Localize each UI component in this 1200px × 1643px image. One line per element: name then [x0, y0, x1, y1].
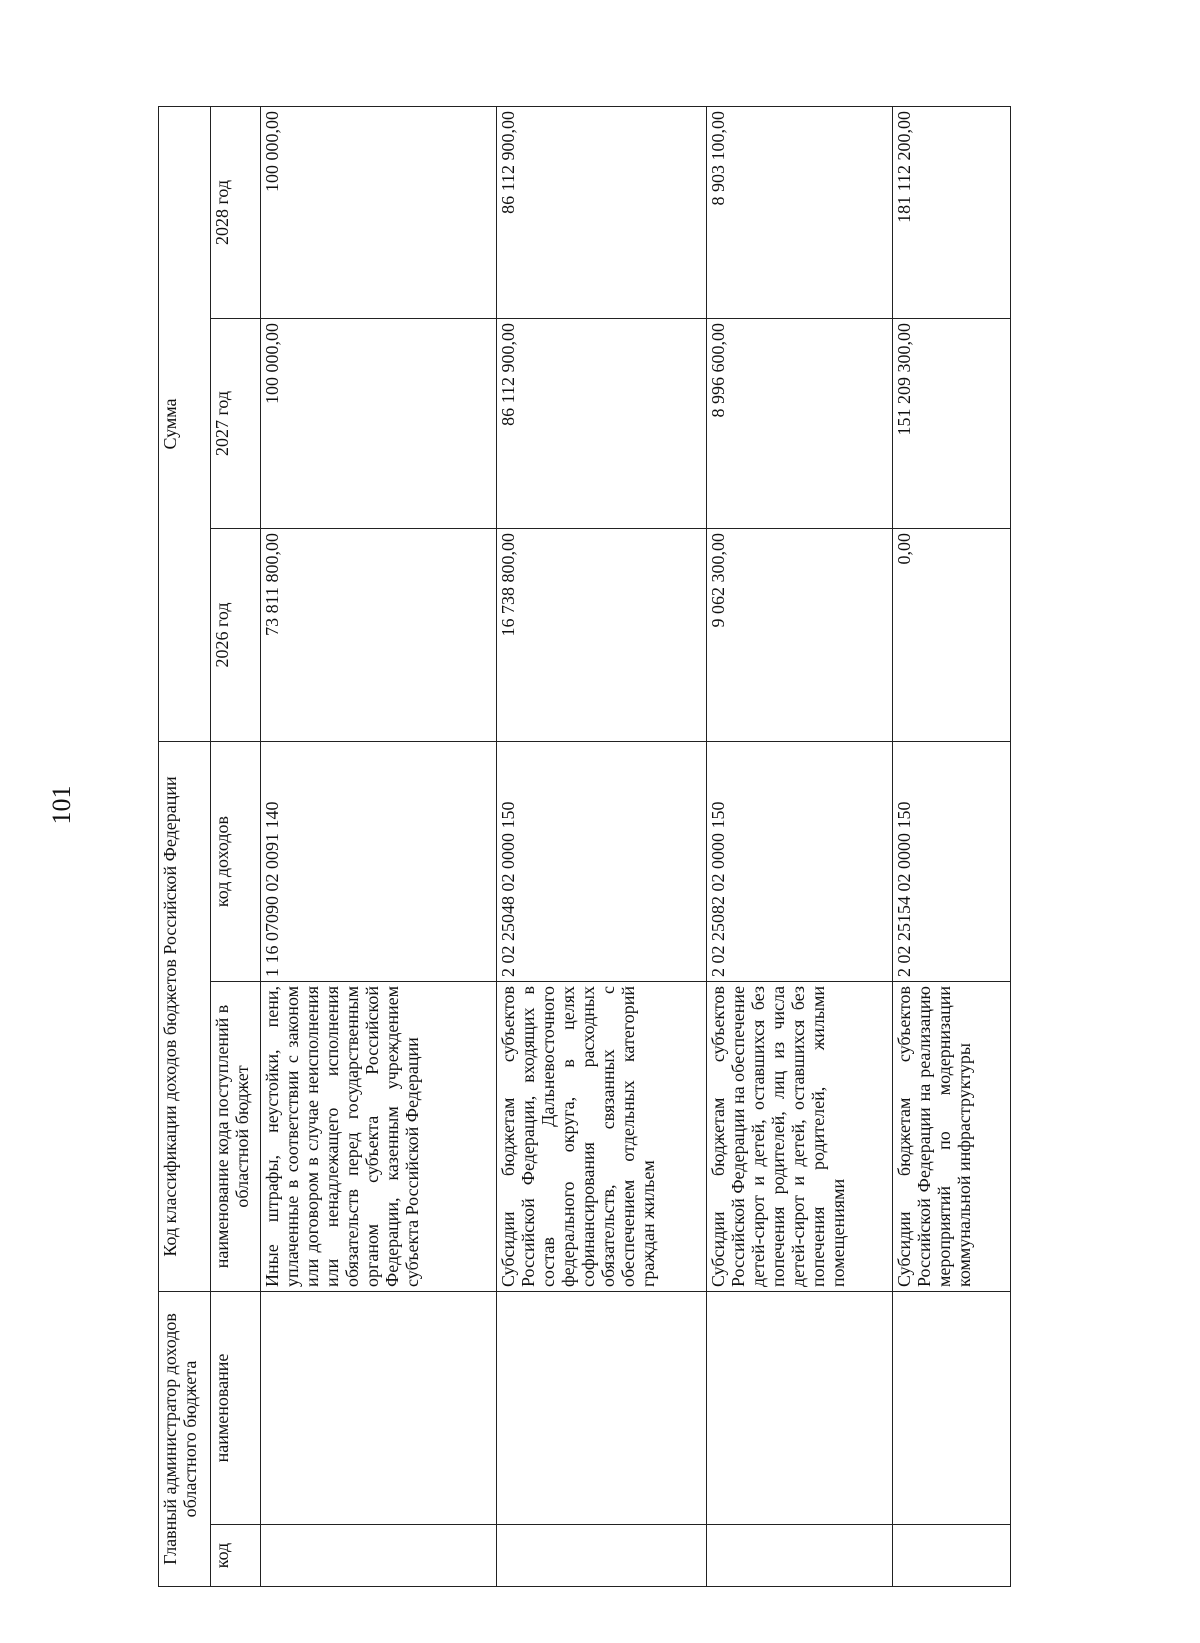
header-year-2028: 2028 год [211, 106, 261, 318]
row-income-name: Субсидии бюджетам субъектов Российской Федерации на обеспечение детей-сирот и детей, оставшихся без попечения родителей, лиц из числа детей-сирот и детей, оставшихся без попечения родителей, жилыми помещениями [707, 982, 893, 1292]
row-admin-code [893, 1525, 1011, 1587]
header-col-income-code: код доходов [211, 742, 261, 982]
row-income-name: Субсидии бюджетам субъектов Российской Федерации на реализацию мероприятий по модернизации коммунальной инфраструктуры [893, 982, 1011, 1292]
row-income-code: 2 02 25154 02 0000 150 [893, 742, 1011, 982]
row-sum-2027: 86 112 900,00 [497, 319, 707, 529]
page-number: 101 [47, 785, 76, 825]
row-sum-2026: 73 811 800,00 [261, 529, 497, 742]
row-admin-code [707, 1525, 893, 1587]
row-sum-2026: 9 062 300,00 [707, 529, 893, 742]
header-year-2026: 2026 год [211, 529, 261, 742]
row-income-code: 1 16 07090 02 0091 140 [261, 742, 497, 982]
table-row [893, 106, 1011, 1586]
header-sum-group: Сумма [159, 106, 211, 741]
row-income-code: 2 02 25048 02 0000 150 [497, 742, 707, 982]
header-row-groups [159, 106, 211, 1586]
row-income-code: 2 02 25082 02 0000 150 [707, 742, 893, 982]
row-admin-name [261, 1292, 497, 1525]
budget-income-table [158, 106, 1011, 1587]
row-sum-2028: 86 112 900,00 [497, 106, 707, 318]
header-classification-group: Код классификации доходов бюджетов Российской Федерации [159, 742, 211, 1292]
row-admin-code [497, 1525, 707, 1587]
row-admin-code [261, 1525, 497, 1587]
table-row [707, 106, 893, 1586]
header-col-name: наименование [211, 1292, 261, 1525]
row-admin-name [497, 1292, 707, 1525]
table-row [261, 106, 497, 1586]
header-row-columns [211, 106, 261, 1586]
row-income-name: Субсидии бюджетам субъектов Российской Федерации, входящих в состав Дальневосточного федерального округа, в целях софинансирования расходных обязательств, связанных с обеспечением отдельных категорий граждан жильем [497, 982, 707, 1292]
row-admin-name [893, 1292, 1011, 1525]
row-sum-2027: 100 000,00 [261, 319, 497, 529]
budget-table-sheet [158, 107, 1078, 1587]
header-year-2027: 2027 год [211, 319, 261, 529]
header-col-income-name: наименование кода поступлений в областной бюджет [211, 982, 261, 1292]
row-admin-name [707, 1292, 893, 1525]
row-sum-2026: 0,00 [893, 529, 1011, 742]
row-sum-2028: 8 903 100,00 [707, 106, 893, 318]
table-row [497, 106, 707, 1586]
header-col-code: код [211, 1525, 261, 1587]
row-sum-2026: 16 738 800,00 [497, 529, 707, 742]
header-admin-group: Главный администратор доходов областного бюджета [159, 1292, 211, 1587]
row-sum-2027: 8 996 600,00 [707, 319, 893, 529]
row-income-name: Иные штрафы, неустойки, пени, уплаченные в соответствии с законом или договором в случае неисполнения или ненадлежащего исполнения обязательств перед государственным органом субъекта Российской Федерации, казенным учреждением субъекта Российской Федерации [261, 982, 497, 1292]
row-sum-2027: 151 209 300,00 [893, 319, 1011, 529]
row-sum-2028: 181 112 200,00 [893, 106, 1011, 318]
row-sum-2028: 100 000,00 [261, 106, 497, 318]
